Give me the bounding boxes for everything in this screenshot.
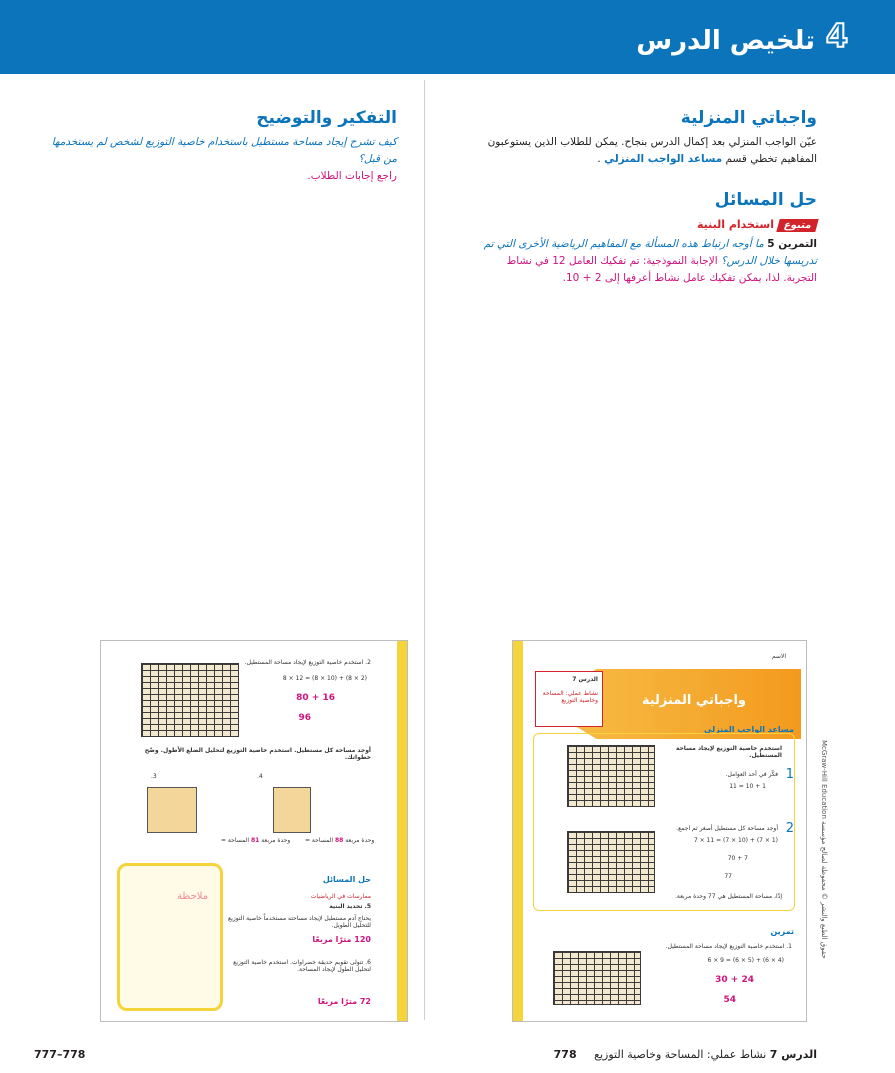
- footer-pages: 777–778: [34, 1048, 86, 1061]
- exercise-label: التمرين 5: [767, 238, 817, 250]
- thumb-grid-3: [553, 951, 641, 1005]
- column-divider: [424, 80, 425, 1020]
- thumb-p1-vals: 30 + 24: [715, 975, 754, 985]
- thumb-ps-tag: ممارسات في الرياضيات: [310, 893, 371, 900]
- thumb-p2-vals: 80 + 16: [296, 693, 335, 703]
- thumb-p2: 2. استخدم خاصية التوزيع لإيجاد مساحة المستطيل.: [244, 659, 371, 666]
- thumb-name-label: الاسم: [771, 653, 786, 660]
- thumb-ps-heading: حل المسائل: [322, 875, 371, 884]
- thumb-p2-total: 96: [298, 713, 311, 723]
- thumb-q5-title: 5. تحديد البنية: [329, 903, 371, 910]
- thumb-p2-eq: 8 × 12 = (8 × 10) + (8 × 2): [282, 675, 367, 682]
- thumb-unit-4: وحدة مربعة: [345, 837, 375, 844]
- thumb-step1-number: 1: [785, 767, 794, 782]
- lesson-banner: [0, 0, 895, 74]
- thumb-q6-ans: 72 مترًا مربعًا: [317, 997, 371, 1006]
- homework-body: عيّن الواجب المنزلي بعد إكمال الدرس بنجاح. يمكن للطلاب الذين يستوعبون المفاهيم تخطي قسم: [487, 136, 817, 165]
- thumb-note-box: [117, 863, 223, 1011]
- thumb-lesson-sub: نشاط عملي: المساحة وخاصية التوزيع: [542, 690, 598, 704]
- thumb-step1-eq: 11 = 10 + 1: [729, 783, 766, 790]
- structure-row: [481, 218, 817, 232]
- thumb-lesson-label: الدرس 7: [572, 676, 598, 683]
- thumb-step1: فكّر في أحد العوامل.: [725, 771, 778, 778]
- thumb-step2-total: 77: [724, 873, 732, 880]
- practice-page-thumbnail: [100, 640, 408, 1022]
- footer-lesson: [554, 1048, 817, 1061]
- footer-page-right: 778: [553, 1048, 577, 1061]
- reflection-section: [47, 108, 397, 185]
- thumb-p1: 1. استخدم خاصية التوزيع لإيجاد مساحة المستطيل.: [665, 943, 792, 950]
- thumb-area4: 88: [334, 837, 344, 844]
- reflection-answer: راجع إجابات الطلاب.: [307, 170, 397, 182]
- homework-heading: واجباتي المنزلية: [680, 108, 817, 128]
- practice-tag: متبوع: [776, 219, 819, 232]
- thumb-square-4: [273, 787, 311, 833]
- footer-lesson-label: الدرس 7: [769, 1048, 817, 1061]
- thumb-step2: أوجد مساحة كل مستطيل أصغر ثم اجمع.: [676, 825, 778, 832]
- thumb-lesson-box: [535, 671, 603, 727]
- thumb-n4: 4.: [257, 773, 263, 780]
- thumb-practice: تمرين: [770, 927, 794, 936]
- homework-page-thumbnail: [512, 640, 807, 1022]
- homework-section: [481, 108, 817, 168]
- reflection-heading: التفكير والتوضيح: [256, 108, 397, 128]
- problem-solving-heading: حل المسائل: [714, 190, 817, 210]
- thumb-grid-1: [567, 745, 655, 807]
- thumb-p1-eq: 6 × 9 = (6 × 5) + (6 × 4): [707, 957, 784, 964]
- thumb-square-3: [147, 787, 197, 833]
- exercise-paragraph: [481, 236, 817, 287]
- thumb-p1-total: 54: [723, 995, 736, 1005]
- thumb-step2-vals: 70 + 7: [727, 855, 748, 862]
- thumb-p3-intro: أوجد مساحة كل مستطيل. استخدم خاصية التوزيع لتحليل الضلع الأطول. وضّح خطواتك.: [144, 747, 371, 761]
- thumb-q5-ans: 120 مترًا مربعًا: [312, 935, 371, 944]
- thumb-title: واجباتي المنزلية: [641, 693, 746, 708]
- thumb-helper: مساعد الواجب المنزلي: [704, 725, 794, 734]
- banner-title: تلخيص الدرس: [636, 26, 815, 56]
- reflection-question: كيف تشرح إيجاد مساحة مستطيل باستخدام خاصية التوزيع لشخص لم يستخدمها من قبل؟: [51, 136, 397, 165]
- structure-subheading: استخدام البنية: [696, 218, 775, 231]
- thumb-grid-2: [567, 831, 655, 893]
- exercise-question: ما أوجه ارتباط هذه المسألة مع المفاهيم الرياضية الأخرى التي تم تدريسها خلال الدرس؟: [483, 238, 817, 267]
- thumb-side-credit: حقوق الطبع والنشر © محفوظة لصالح مؤسسة McGraw-Hill Education: [820, 740, 828, 959]
- thumb-area3: 81: [250, 837, 260, 844]
- thumb-left-side-bar: [397, 641, 407, 1021]
- thumb-step2-number: 2: [785, 821, 794, 836]
- homework-text: [481, 134, 817, 168]
- thumb-n3: 3.: [151, 773, 157, 780]
- footer-title: نشاط عملي: المساحة وخاصية التوزيع: [594, 1048, 767, 1061]
- thumb-unit-3: وحدة مربعة: [261, 837, 291, 844]
- lesson-number: 4: [825, 17, 849, 55]
- homework-end: .: [597, 153, 601, 165]
- thumb-side-bar: [513, 641, 523, 1021]
- thumb-left-grid: [141, 663, 239, 737]
- thumb-step2-eq: 7 × 11 = (7 × 10) + (7 × 1): [693, 837, 778, 844]
- homework-helper-link[interactable]: مساعد الواجب المنزلي: [604, 153, 723, 165]
- thumb-q6-text: 6. تتولى تقويم حديقة خضراوات. استخدم خاصية التوزيع لتحليل الطول لإيجاد المساحة.: [233, 959, 371, 973]
- problem-solving-section: [481, 190, 817, 287]
- thumb-q5-text: يحتاج آدم مستطيل لإيجاد مساحته مستخدماً خاصية التوزيع للتحليل الطويل.: [228, 915, 371, 929]
- thumb-area4-label: [305, 837, 374, 844]
- exercise-answer: الإجابة النموذجية: تم تفكيك العامل 12 في نشاط التجربة. لذا، يمكن تفكيك عامل نشاط أعرفها إلى 2 + 10.: [506, 255, 817, 284]
- thumb-area-label-4: المساحة =: [305, 837, 334, 844]
- thumb-note-label: ملاحظة: [177, 891, 209, 902]
- thumb-conclusion: إذًا، مساحة المستطيل هي 77 وحدة مربعة.: [674, 893, 782, 900]
- thumb-area-label-3: المساحة =: [221, 837, 250, 844]
- thumb-area3-label: [221, 837, 290, 844]
- thumb-intro: استخدم خاصية التوزيع لإيجاد مساحة المستطيل.: [675, 745, 782, 759]
